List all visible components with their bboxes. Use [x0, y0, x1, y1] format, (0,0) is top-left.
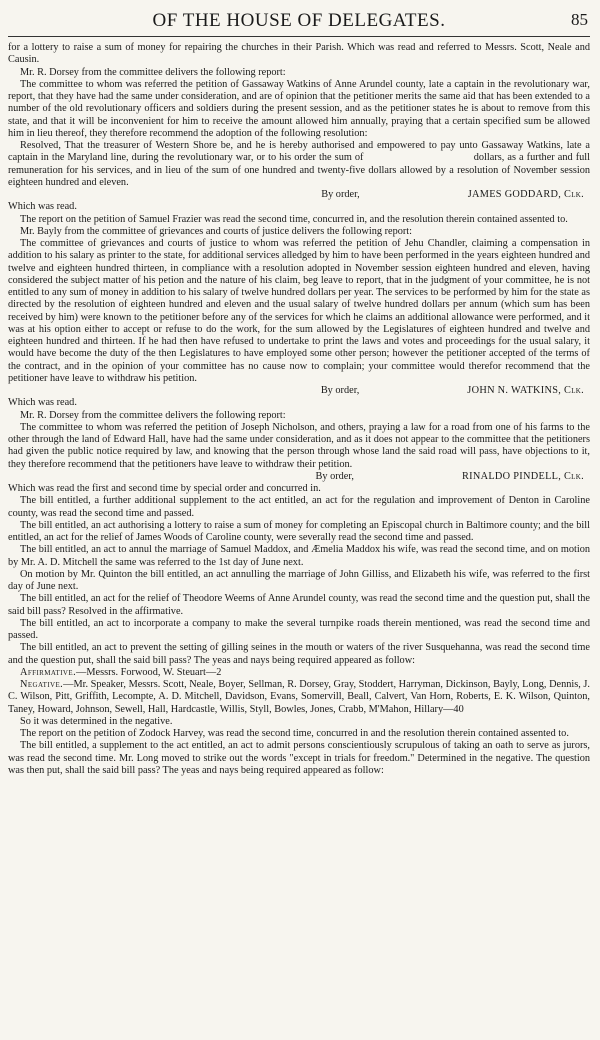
paragraph: The bill entitled, a further additional supplement to the act entitled, an act for the regulation and improvement of Denton in Caroline county, was read the second time and passed.: [8, 495, 590, 519]
paragraph: The bill entitled, an act to incorporate a company to make the several turnpike roads therein mentioned, was read the second time and passed.: [8, 617, 590, 641]
page-number: 85: [571, 10, 588, 29]
paragraph: On motion by Mr. Quinton the bill entitled, an act annulling the marriage of John Gilliss, and Elizabeth his wife, was referred to the first day of June next.: [8, 568, 590, 592]
paragraph: Mr. R. Dorsey from the committee delivers the following report:: [20, 66, 286, 78]
vote-negative: [8, 679, 590, 716]
by-order: By order,: [321, 189, 360, 200]
signature-line: [8, 471, 590, 483]
vote-affirmative: [8, 667, 590, 679]
negative-label: Negative.: [20, 679, 64, 690]
paragraph: The bill entitled, an act to prevent the setting of gilling seines in the mouth or waters of the river Susquehanna, was read the second time and the question put, shall the said bill pass? The yeas and nays being required appeared as follow:: [8, 642, 590, 666]
journal-body: [8, 42, 593, 777]
paragraph: Which was read.: [8, 397, 77, 409]
clerk-signature: JAMES GODDARD, Clk.: [467, 189, 584, 200]
by-order: By order,: [320, 385, 360, 396]
paragraph: The report on the petition of Zodock Harvey, was read the second time, concurred in and the resolution therein contained assented to.: [20, 728, 569, 739]
clerk-signature: JOHN N. WATKINS, Clk.: [467, 385, 584, 396]
paragraph: Mr. R. Dorsey from the committee delivers the following report:: [20, 409, 286, 421]
paragraph: The bill entitled, an act to annul the marriage of Samuel Maddox, and Æmelia Maddox his wife, was read the second time, and on motion by Mr. A. D. Mitchell the same was referred to the 1st day of June next.: [8, 544, 590, 568]
paragraph: So it was determined in the negative.: [20, 715, 173, 727]
running-title: OF THE HOUSE OF DELEGATES.: [152, 10, 446, 31]
paragraph: Which was read.: [8, 201, 77, 213]
committee-report: The committee to whom was referred the petition of Gassaway Watkins of Anne Arundel county, late a captain in the revolutionary war, report, that they have had the same under consideration, and are of opinion that the petitioner merits the same aid that has been extended to a number of the old revolutionary officers and soldiers during the present session, and as the petitioner states he is about to remove from this state, and that it will be inconvenient for him to receive the amount allowed him annually, praying that a certain specified sum be allowed him in lieu thereof, they therefore recommend the adoption of the following resolution:: [8, 78, 590, 139]
paragraph: for a lottery to raise a sum of money for repairing the churches in their Parish. Which was read and referred to Messrs. Scott, Neale and Causin.: [8, 42, 590, 66]
signature-line: [8, 385, 590, 397]
paragraph: The report on the petition of Samuel Frazier was read the second time, concurred in, and the resolution therein contained assented to.: [20, 213, 568, 225]
paragraph: The bill entitled, an act for the relief of Theodore Weems of Anne Arundel county, was read the second time and the question put, shall the said bill pass? Resolved in the affirmative.: [8, 593, 591, 617]
paragraph: Which was read the first and second time by special order and concurred in.: [8, 483, 321, 494]
page-header: [8, 6, 590, 37]
paragraph: Mr. Bayly from the committee of grievances and courts of justice delivers the following report:: [20, 225, 413, 237]
signature-line: [8, 189, 590, 201]
affirmative-names: —Messrs. Forwood, W. Steuart—2: [76, 666, 222, 678]
by-order: By order,: [315, 470, 354, 482]
committee-report: The committee to whom was referred the petition of Joseph Nicholson, and others, praying a law for a road from one of his farms to the other through the land of Edward Hall, have had the same under consideration, and as it does not appear to the committee that the petitioners had given the public notice required by law, and knowing that the person through whose land the said road will pass, have objections to it, they therefore recommend that the petitioners have leave to withdraw their petition.: [8, 421, 590, 470]
committee-report: The committee of grievances and courts of justice to whom was referred the petition of Jehu Chandler, claiming a compensation in addition to his salary as printer to the state, for additional services alledged by him to have been performed in the years eighteen hundred and twelve and eighteen hundred thirteen, in compliance with a resolution adopted in November session eighteen hundred and eleven, having considered the subject matter of his petion and the nature of his claim, beg leave to report, that in the judgment of your committee, he is not entitled to any sum of money in addition to his salary of twelve hundred dollars per year. The services to be performed by him for the state as directed by the resolution of eighteen hundred and eleven and the usual salary of twelve hundred dollars per annum (which sum has been received by him) were known to the petitioner before any of the services for which he claims an additional allowance were performed, and it was at his option either to accept or refuse to do the work, for the sum allowed by the Legislatures of eighteen hundred and twelve and eighteen hundred and thirteen. If he had then have refused to undertake to print the laws and votes and proceedings for the usual salary, it would have become the duty of the then Legislatures to have employed some other person; however the petitioner accepted of the terms of the contract, and in the opinion of your committee has no cause now to complain; your committee would therefor recommend that the petitioner have leave to withdraw his petition.: [8, 238, 590, 384]
negative-names: —Mr. Speaker, Messrs. Scott, Neale, Boyer, Sellman, R. Dorsey, Gray, Stoddert, Harryman, Dickinson, Bayly, Long, Dennis, J. C. Wilson, Pitt, Griffith, Lecompte, A. D. Mitchell, Davidson, Evans, Somervill, Beall, Calvert, Van Horn, Roberts, E. K. Wilson, Quinton, Taney, Howard, Johnson, Sewell, Hall, Hardcastle, Willis, Styll, Bowles, Jones, Crabb, M'Mahon, Hillary—40: [8, 679, 590, 715]
resolution: Resolved, That the treasurer of Western Shore be, and he is hereby authorised and empowered to pay unto Gassaway Watkins, late a captain in the Maryland line, during the revolutionary war, or to his order the sum of dollars, as a further and full remuneration for his services, and in lieu of the sum of one hundred and twenty-five dollars allowed by a resolution of November session eighteen hundred and eleven.: [8, 140, 593, 188]
paragraph: The bill entitled, an act authorising a lottery to raise a sum of money for completing an Episcopal church in Baltimore county; and the bill entitled, an act for the relief of James Woods of Caroline county, were severally read the second time and passed.: [8, 519, 590, 543]
affirmative-label: Affirmative.: [20, 666, 77, 678]
clerk-signature: RINALDO PINDELL, Clk.: [461, 470, 584, 482]
paragraph: The bill entitled, a supplement to the act entitled, an act to admit persons conscientiously scrupulous of taking an oath to serve as jurors, was read the second time. Mr. Long moved to strike out the words "except in trials for freedom." Determined in the negative. The question was then put, shall the said bill pass? The yeas and nays being required appeared as follow:: [8, 740, 590, 776]
